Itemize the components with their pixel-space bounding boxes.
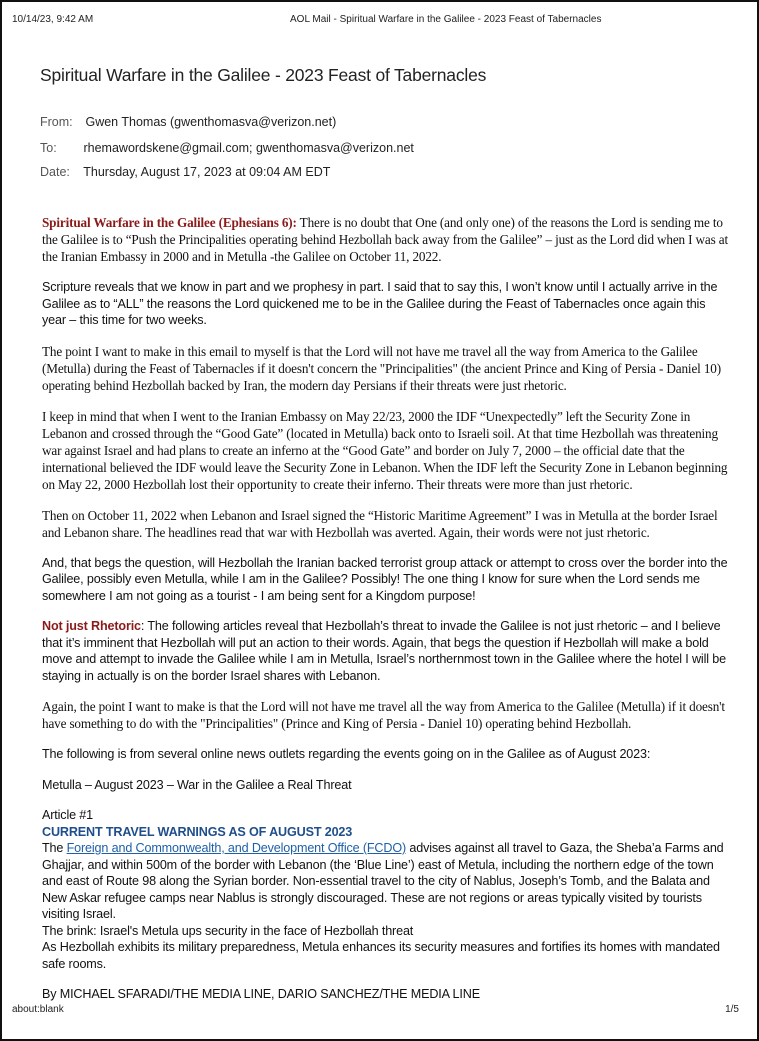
fcdo-link[interactable]: Foreign and Commonwealth, and Development Office (FCDO) xyxy=(66,841,407,855)
paragraph-metulla-threat: Metulla – August 2023 – War in the Galilee a Real Threat xyxy=(42,777,352,792)
paragraph-not-just-rhetoric xyxy=(42,618,732,684)
email-to-row xyxy=(40,141,414,155)
page-number: 1/5 xyxy=(725,1004,739,1015)
brink-text: As Hezbollah exhibits its military preparedness, Metula enhances its security measures and fortifies its homes with mandated safe rooms. xyxy=(42,940,720,971)
print-timestamp: 10/14/23, 9:42 AM xyxy=(12,14,94,25)
paragraph-question: And, that begs the question, will Hezbollah the Iranian backed terrorist group attack or attempt to cross over the border into the Galilee, possibly even Metulla, while I am in the Galilee? Possibly! The one thing I know for sure when the Lord sends me somewhere I am not going as a tourist - I am being sent for a Kingdom purpose! xyxy=(42,555,728,603)
from-label: From: xyxy=(40,115,73,129)
email-subject: Spiritual Warfare in the Galilee - 2023 Feast of Tabernacles xyxy=(40,65,487,85)
to-label: To: xyxy=(40,141,57,155)
print-url: about:blank xyxy=(12,1004,64,1015)
article-heading: CURRENT TRAVEL WARNINGS AS OF AUGUST 2023 xyxy=(42,824,353,839)
email-from-row xyxy=(40,115,336,129)
byline: By MICHAEL SFARADI/THE MEDIA LINE, DARIO SANCHEZ/THE MEDIA LINE xyxy=(42,987,480,1001)
article-text-post: advises against all travel to Gaza, the Sheba’a Farms and Ghajjar, and within 500m of the border with Lebanon (the ‘Blue Line’) east of Metula, including the northern edge of the town and east of Route 98 along the Syrian border. Non-essential travel to the city of Nablus, Joseph’s Tomb, and the Balata and New Askar refugee camps near Nablus is strongly discouraged. These are not regions or areas typically visited by tourists visiting Israel. xyxy=(42,841,724,921)
paragraph-again-point: Again, the point I want to make is that the Lord will not have me travel all the way from America to the Galilee (Metulla) if it doesn't have something to do with the "Principalities" (Prince and King of Persia - Daniel 10) operating behind Hezbollah. xyxy=(42,699,725,731)
paragraph-iranian-embassy: I keep in mind that when I went to the Iranian Embassy on May 22/23, 2000 the IDF “Unexpectedly” left the Security Zone in Lebanon and crossed through the “Good Gate” (located in Metulla) back onto to Israeli soil. At that time Hezbollah was threatening war against Israel and had plans to create an inferno at the “Good Gate” and border on July 7, 2000 – the official date that the international believed the IDF would leave the Security Zone in Lebanon. When the IDF left the Security Zone in Lebanon beginning on May 22, 2000 Hezbollah lost their opportunity to create their inferno. Their threats were more than just rhetoric. xyxy=(42,408,728,492)
print-header xyxy=(12,14,747,30)
paragraph-news-intro: The following is from several online news outlets regarding the events going on in the Galilee as of August 2023: xyxy=(42,747,651,761)
paragraph-scripture: Scripture reveals that we know in part and we prophesy in part. I said that to say this, I won’t know until I actually arrive in the Galilee as to “ALL” the reasons the Lord quickened me to be in the Galilee during the Feast of Tabernacles once again this year – this time for two weeks. xyxy=(42,280,718,327)
article-label: Article #1 xyxy=(42,808,93,822)
print-footer xyxy=(12,1004,747,1020)
article-paragraph xyxy=(42,840,732,923)
brink-headline: The brink: Israel's Metula ups security in the face of Hezbollah threat xyxy=(42,923,414,938)
to-value: rhemawordskene@gmail.com; gwenthomasva@verizon.net xyxy=(83,141,414,155)
email-body xyxy=(42,214,732,1017)
section-heading-not-just-rhetoric: Not just Rhetoric xyxy=(42,619,141,633)
paragraph-text: There is no doubt that One (and only one) of the reasons the Lord is sending me to the Galilee is to “Push the Principalities operating behind Hezbollah back away from the Galilee” – just as the Lord did when I was at the Iranian Embassy in 2000 and in Metulla -the Galilee on October 11, 2022. xyxy=(42,215,728,264)
from-value: Gwen Thomas (gwenthomasva@verizon.net) xyxy=(85,115,337,129)
date-label: Date: xyxy=(40,165,70,179)
paragraph-point: The point I want to make in this email to myself is that the Lord will not have me travel all the way from America to the Galilee (Metulla) during the Feast of Tabernacles if it doesn't concern the "Principalities" (the ancient Prince and King of Persia - Daniel 10) operating behind Hezbollah backed by Iran, the modern day Persians if their threats were just rhetoric. xyxy=(42,343,721,393)
email-date-row xyxy=(40,165,330,179)
paragraph-maritime-agreement: Then on October 11, 2022 when Lebanon and Israel signed the “Historic Maritime Agreement” I was in Metulla at the border Israel and Lebanon share. The headlines read that war with Hezbollah was averted. Again, their words were not just rhetoric. xyxy=(42,507,718,540)
article-text-pre: The xyxy=(42,841,67,855)
section-heading-spiritual-warfare: Spiritual Warfare in the Galilee (Ephesians 6): xyxy=(42,215,297,230)
date-value: Thursday, August 17, 2023 at 09:04 AM EDT xyxy=(83,165,331,179)
paragraph-spiritual-warfare xyxy=(42,214,732,265)
paragraph-text: : The following articles reveal that Hezbollah’s threat to invade the Galilee is not just rhetoric – and I believe that it’s imminent that Hezbollah will put an action to their words. Again, that begs the question if Hezbollah will make a bold move and attempt to invade the Galilee while I am in Metulla, Israel’s northernmost town in the Galilee where the hotel I will be staying in actually is on the border Israel shares with Lebanon. xyxy=(42,619,726,683)
print-page-title: AOL Mail - Spiritual Warfare in the Galilee - 2023 Feast of Tabernacles xyxy=(290,14,602,25)
